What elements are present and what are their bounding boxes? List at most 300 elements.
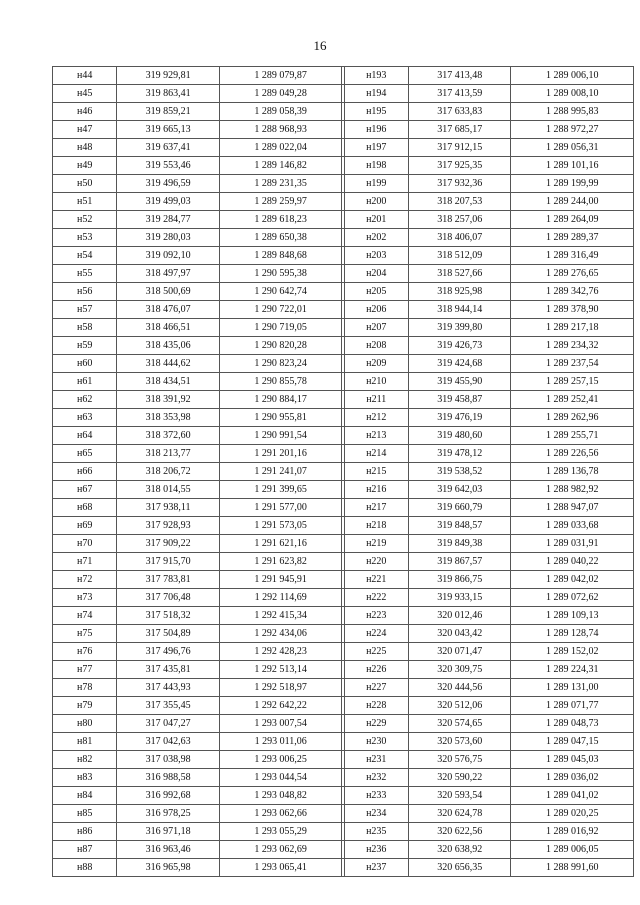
left-x-coordinate-cell: 319 092,10 [117,247,219,265]
table-row [53,589,634,607]
left-x-coordinate-cell: 319 280,03 [117,229,219,247]
table-row [53,769,634,787]
right-y-coordinate-cell: 1 288 982,92 [511,481,634,499]
right-x-coordinate-cell: 317 932,36 [408,175,510,193]
right-x-coordinate-cell: 318 257,06 [408,211,510,229]
left-y-coordinate-cell: 1 290 820,28 [219,337,342,355]
left-point-id-cell: н66 [53,463,117,481]
left-point-id-cell: н72 [53,571,117,589]
left-point-id-cell: н49 [53,157,117,175]
right-x-coordinate-cell: 319 848,57 [408,517,510,535]
right-point-id-cell: н214 [344,445,408,463]
left-x-coordinate-cell: 319 859,21 [117,103,219,121]
left-point-id-cell: н62 [53,391,117,409]
right-y-coordinate-cell: 1 289 040,22 [511,553,634,571]
left-y-coordinate-cell: 1 293 006,25 [219,751,342,769]
left-point-id-cell: н69 [53,517,117,535]
table-row [53,607,634,625]
right-x-coordinate-cell: 318 944,14 [408,301,510,319]
right-y-coordinate-cell: 1 289 072,62 [511,589,634,607]
left-x-coordinate-cell: 316 963,46 [117,841,219,859]
left-y-coordinate-cell: 1 290 855,78 [219,373,342,391]
table-row [53,247,634,265]
right-point-id-cell: н219 [344,535,408,553]
right-y-coordinate-cell: 1 289 042,02 [511,571,634,589]
right-point-id-cell: н193 [344,67,408,85]
left-point-id-cell: н54 [53,247,117,265]
left-x-coordinate-cell: 318 466,51 [117,319,219,337]
left-x-coordinate-cell: 319 637,41 [117,139,219,157]
right-y-coordinate-cell: 1 288 972,27 [511,121,634,139]
left-x-coordinate-cell: 317 909,22 [117,535,219,553]
right-y-coordinate-cell: 1 289 342,76 [511,283,634,301]
right-y-coordinate-cell: 1 289 071,77 [511,697,634,715]
right-x-coordinate-cell: 319 849,38 [408,535,510,553]
left-y-coordinate-cell: 1 289 848,68 [219,247,342,265]
left-point-id-cell: н50 [53,175,117,193]
table-row [53,229,634,247]
left-x-coordinate-cell: 318 476,07 [117,301,219,319]
table-row [53,805,634,823]
right-point-id-cell: н224 [344,625,408,643]
left-point-id-cell: н88 [53,859,117,877]
left-y-coordinate-cell: 1 289 231,35 [219,175,342,193]
right-x-coordinate-cell: 317 633,83 [408,103,510,121]
right-point-id-cell: н207 [344,319,408,337]
right-point-id-cell: н200 [344,193,408,211]
table-row [53,499,634,517]
right-y-coordinate-cell: 1 289 226,56 [511,445,634,463]
right-point-id-cell: н198 [344,157,408,175]
table-row [53,859,634,877]
right-point-id-cell: н218 [344,517,408,535]
left-y-coordinate-cell: 1 293 065,41 [219,859,342,877]
right-point-id-cell: н211 [344,391,408,409]
right-point-id-cell: н225 [344,643,408,661]
left-y-coordinate-cell: 1 290 884,17 [219,391,342,409]
table-row [53,193,634,211]
right-x-coordinate-cell: 317 413,48 [408,67,510,85]
right-y-coordinate-cell: 1 289 047,15 [511,733,634,751]
left-point-id-cell: н60 [53,355,117,373]
right-y-coordinate-cell: 1 288 947,07 [511,499,634,517]
left-y-coordinate-cell: 1 289 058,39 [219,103,342,121]
table-row [53,67,634,85]
right-point-id-cell: н201 [344,211,408,229]
left-point-id-cell: н53 [53,229,117,247]
table-row [53,157,634,175]
right-x-coordinate-cell: 320 593,54 [408,787,510,805]
left-point-id-cell: н70 [53,535,117,553]
table-row [53,85,634,103]
left-y-coordinate-cell: 1 291 399,65 [219,481,342,499]
right-y-coordinate-cell: 1 289 006,05 [511,841,634,859]
right-x-coordinate-cell: 318 512,09 [408,247,510,265]
table-row [53,337,634,355]
left-x-coordinate-cell: 318 014,55 [117,481,219,499]
left-y-coordinate-cell: 1 293 044,54 [219,769,342,787]
right-y-coordinate-cell: 1 289 199,99 [511,175,634,193]
page-number: 16 [313,38,327,53]
left-x-coordinate-cell: 316 965,98 [117,859,219,877]
right-y-coordinate-cell: 1 289 224,31 [511,661,634,679]
table-row [53,571,634,589]
left-x-coordinate-cell: 317 518,32 [117,607,219,625]
right-x-coordinate-cell: 319 866,75 [408,571,510,589]
right-x-coordinate-cell: 320 573,60 [408,733,510,751]
left-y-coordinate-cell: 1 293 062,69 [219,841,342,859]
left-point-id-cell: н51 [53,193,117,211]
right-point-id-cell: н236 [344,841,408,859]
table-row [53,481,634,499]
right-y-coordinate-cell: 1 289 008,10 [511,85,634,103]
left-point-id-cell: н75 [53,625,117,643]
left-y-coordinate-cell: 1 289 022,04 [219,139,342,157]
right-y-coordinate-cell: 1 289 257,15 [511,373,634,391]
left-x-coordinate-cell: 317 355,45 [117,697,219,715]
left-y-coordinate-cell: 1 291 621,16 [219,535,342,553]
left-point-id-cell: н57 [53,301,117,319]
right-point-id-cell: н208 [344,337,408,355]
left-point-id-cell: н55 [53,265,117,283]
right-x-coordinate-cell: 317 413,59 [408,85,510,103]
table-row [53,553,634,571]
left-x-coordinate-cell: 319 496,59 [117,175,219,193]
table-row [53,643,634,661]
table-row [53,733,634,751]
right-point-id-cell: н221 [344,571,408,589]
left-y-coordinate-cell: 1 289 049,28 [219,85,342,103]
right-point-id-cell: н203 [344,247,408,265]
table-row [53,751,634,769]
table-row [53,319,634,337]
right-point-id-cell: н196 [344,121,408,139]
left-y-coordinate-cell: 1 292 415,34 [219,607,342,625]
left-point-id-cell: н85 [53,805,117,823]
right-y-coordinate-cell: 1 289 109,13 [511,607,634,625]
right-point-id-cell: н230 [344,733,408,751]
right-y-coordinate-cell: 1 289 020,25 [511,805,634,823]
left-y-coordinate-cell: 1 290 595,38 [219,265,342,283]
left-point-id-cell: н83 [53,769,117,787]
left-y-coordinate-cell: 1 291 241,07 [219,463,342,481]
left-x-coordinate-cell: 318 372,60 [117,427,219,445]
right-y-coordinate-cell: 1 289 048,73 [511,715,634,733]
left-point-id-cell: н52 [53,211,117,229]
right-x-coordinate-cell: 320 512,06 [408,697,510,715]
right-x-coordinate-cell: 320 656,35 [408,859,510,877]
left-x-coordinate-cell: 318 435,06 [117,337,219,355]
table-row [53,535,634,553]
left-y-coordinate-cell: 1 289 079,87 [219,67,342,85]
right-x-coordinate-cell: 317 925,35 [408,157,510,175]
table-row [53,373,634,391]
right-x-coordinate-cell: 319 458,87 [408,391,510,409]
left-point-id-cell: н65 [53,445,117,463]
table-row [53,715,634,733]
table-row [53,697,634,715]
left-point-id-cell: н46 [53,103,117,121]
table-row [53,175,634,193]
right-y-coordinate-cell: 1 289 234,32 [511,337,634,355]
right-x-coordinate-cell: 317 685,17 [408,121,510,139]
left-x-coordinate-cell: 317 435,81 [117,661,219,679]
left-x-coordinate-cell: 319 499,03 [117,193,219,211]
left-x-coordinate-cell: 319 284,77 [117,211,219,229]
right-x-coordinate-cell: 319 455,90 [408,373,510,391]
left-y-coordinate-cell: 1 289 146,82 [219,157,342,175]
left-point-id-cell: н61 [53,373,117,391]
left-point-id-cell: н59 [53,337,117,355]
right-x-coordinate-cell: 320 012,46 [408,607,510,625]
table-row [53,121,634,139]
right-point-id-cell: н197 [344,139,408,157]
right-x-coordinate-cell: 319 476,19 [408,409,510,427]
table-row [53,265,634,283]
right-point-id-cell: н205 [344,283,408,301]
table-row [53,301,634,319]
right-x-coordinate-cell: 318 527,66 [408,265,510,283]
right-y-coordinate-cell: 1 289 289,37 [511,229,634,247]
table-row [53,679,634,697]
right-x-coordinate-cell: 320 590,22 [408,769,510,787]
right-x-coordinate-cell: 319 399,80 [408,319,510,337]
right-x-coordinate-cell: 318 207,53 [408,193,510,211]
left-point-id-cell: н45 [53,85,117,103]
table-row [53,427,634,445]
table-row [53,841,634,859]
right-x-coordinate-cell: 320 576,75 [408,751,510,769]
left-y-coordinate-cell: 1 292 518,97 [219,679,342,697]
left-y-coordinate-cell: 1 293 055,29 [219,823,342,841]
right-x-coordinate-cell: 319 426,73 [408,337,510,355]
left-y-coordinate-cell: 1 290 642,74 [219,283,342,301]
left-point-id-cell: н44 [53,67,117,85]
right-y-coordinate-cell: 1 289 276,65 [511,265,634,283]
right-x-coordinate-cell: 319 867,57 [408,553,510,571]
left-point-id-cell: н48 [53,139,117,157]
coordinates-table [52,66,634,877]
left-x-coordinate-cell: 317 504,89 [117,625,219,643]
right-y-coordinate-cell: 1 289 244,00 [511,193,634,211]
right-y-coordinate-cell: 1 289 036,02 [511,769,634,787]
right-x-coordinate-cell: 320 638,92 [408,841,510,859]
left-y-coordinate-cell: 1 291 573,05 [219,517,342,535]
left-y-coordinate-cell: 1 292 428,23 [219,643,342,661]
left-x-coordinate-cell: 317 038,98 [117,751,219,769]
left-x-coordinate-cell: 316 992,68 [117,787,219,805]
left-x-coordinate-cell: 318 391,92 [117,391,219,409]
left-point-id-cell: н82 [53,751,117,769]
right-point-id-cell: н223 [344,607,408,625]
left-x-coordinate-cell: 319 863,41 [117,85,219,103]
right-x-coordinate-cell: 320 309,75 [408,661,510,679]
right-point-id-cell: н234 [344,805,408,823]
left-x-coordinate-cell: 318 213,77 [117,445,219,463]
right-point-id-cell: н213 [344,427,408,445]
table-row [53,625,634,643]
right-y-coordinate-cell: 1 289 006,10 [511,67,634,85]
right-point-id-cell: н229 [344,715,408,733]
right-x-coordinate-cell: 319 933,15 [408,589,510,607]
left-y-coordinate-cell: 1 290 991,54 [219,427,342,445]
left-x-coordinate-cell: 318 434,51 [117,373,219,391]
left-x-coordinate-cell: 319 553,46 [117,157,219,175]
left-y-coordinate-cell: 1 293 048,82 [219,787,342,805]
left-x-coordinate-cell: 316 971,18 [117,823,219,841]
table-row [53,139,634,157]
left-x-coordinate-cell: 318 444,62 [117,355,219,373]
right-x-coordinate-cell: 319 660,79 [408,499,510,517]
left-y-coordinate-cell: 1 289 650,38 [219,229,342,247]
right-x-coordinate-cell: 317 912,15 [408,139,510,157]
left-y-coordinate-cell: 1 290 823,24 [219,355,342,373]
right-y-coordinate-cell: 1 289 128,74 [511,625,634,643]
right-x-coordinate-cell: 319 424,68 [408,355,510,373]
table-row [53,517,634,535]
right-x-coordinate-cell: 319 538,52 [408,463,510,481]
right-x-coordinate-cell: 320 622,56 [408,823,510,841]
right-point-id-cell: н237 [344,859,408,877]
table-row [53,409,634,427]
right-y-coordinate-cell: 1 289 031,91 [511,535,634,553]
left-point-id-cell: н58 [53,319,117,337]
left-y-coordinate-cell: 1 292 513,14 [219,661,342,679]
right-y-coordinate-cell: 1 289 237,54 [511,355,634,373]
left-point-id-cell: н68 [53,499,117,517]
right-point-id-cell: н222 [344,589,408,607]
left-point-id-cell: н86 [53,823,117,841]
left-point-id-cell: н67 [53,481,117,499]
right-y-coordinate-cell: 1 289 378,90 [511,301,634,319]
right-point-id-cell: н232 [344,769,408,787]
left-y-coordinate-cell: 1 291 577,00 [219,499,342,517]
right-y-coordinate-cell: 1 289 262,96 [511,409,634,427]
left-x-coordinate-cell: 319 665,13 [117,121,219,139]
left-point-id-cell: н80 [53,715,117,733]
right-point-id-cell: н206 [344,301,408,319]
table-row [53,661,634,679]
right-x-coordinate-cell: 320 071,47 [408,643,510,661]
right-y-coordinate-cell: 1 289 252,41 [511,391,634,409]
left-x-coordinate-cell: 317 915,70 [117,553,219,571]
right-point-id-cell: н217 [344,499,408,517]
right-y-coordinate-cell: 1 289 056,31 [511,139,634,157]
right-point-id-cell: н226 [344,661,408,679]
right-y-coordinate-cell: 1 289 033,68 [511,517,634,535]
left-x-coordinate-cell: 317 042,63 [117,733,219,751]
left-point-id-cell: н64 [53,427,117,445]
left-y-coordinate-cell: 1 289 618,23 [219,211,342,229]
left-x-coordinate-cell: 316 988,58 [117,769,219,787]
right-point-id-cell: н194 [344,85,408,103]
left-y-coordinate-cell: 1 292 114,69 [219,589,342,607]
right-point-id-cell: н216 [344,481,408,499]
left-y-coordinate-cell: 1 290 722,01 [219,301,342,319]
right-point-id-cell: н195 [344,103,408,121]
right-point-id-cell: н231 [344,751,408,769]
left-x-coordinate-cell: 318 353,98 [117,409,219,427]
right-point-id-cell: н209 [344,355,408,373]
left-point-id-cell: н73 [53,589,117,607]
left-y-coordinate-cell: 1 291 623,82 [219,553,342,571]
left-y-coordinate-cell: 1 291 201,16 [219,445,342,463]
right-x-coordinate-cell: 320 444,56 [408,679,510,697]
left-x-coordinate-cell: 317 496,76 [117,643,219,661]
left-y-coordinate-cell: 1 292 642,22 [219,697,342,715]
table-row [53,463,634,481]
left-y-coordinate-cell: 1 293 007,54 [219,715,342,733]
right-y-coordinate-cell: 1 289 136,78 [511,463,634,481]
left-x-coordinate-cell: 317 047,27 [117,715,219,733]
left-y-coordinate-cell: 1 293 011,06 [219,733,342,751]
left-y-coordinate-cell: 1 290 719,05 [219,319,342,337]
right-point-id-cell: н202 [344,229,408,247]
right-point-id-cell: н227 [344,679,408,697]
right-y-coordinate-cell: 1 289 152,02 [511,643,634,661]
right-point-id-cell: н212 [344,409,408,427]
right-y-coordinate-cell: 1 288 991,60 [511,859,634,877]
left-point-id-cell: н47 [53,121,117,139]
right-point-id-cell: н199 [344,175,408,193]
left-x-coordinate-cell: 317 938,11 [117,499,219,517]
right-x-coordinate-cell: 318 406,07 [408,229,510,247]
right-y-coordinate-cell: 1 289 255,71 [511,427,634,445]
right-point-id-cell: н220 [344,553,408,571]
right-y-coordinate-cell: 1 289 016,92 [511,823,634,841]
right-x-coordinate-cell: 319 642,03 [408,481,510,499]
left-y-coordinate-cell: 1 290 955,81 [219,409,342,427]
left-point-id-cell: н79 [53,697,117,715]
left-y-coordinate-cell: 1 288 968,93 [219,121,342,139]
right-x-coordinate-cell: 319 480,60 [408,427,510,445]
left-x-coordinate-cell: 317 443,93 [117,679,219,697]
left-x-coordinate-cell: 318 497,97 [117,265,219,283]
right-point-id-cell: н210 [344,373,408,391]
left-point-id-cell: н81 [53,733,117,751]
left-y-coordinate-cell: 1 291 945,91 [219,571,342,589]
left-x-coordinate-cell: 316 978,25 [117,805,219,823]
table-row [53,283,634,301]
left-point-id-cell: н87 [53,841,117,859]
right-point-id-cell: н215 [344,463,408,481]
table-row [53,211,634,229]
left-x-coordinate-cell: 319 929,81 [117,67,219,85]
right-y-coordinate-cell: 1 289 264,09 [511,211,634,229]
right-y-coordinate-cell: 1 289 131,00 [511,679,634,697]
table-row [53,823,634,841]
right-y-coordinate-cell: 1 289 041,02 [511,787,634,805]
right-y-coordinate-cell: 1 289 217,18 [511,319,634,337]
right-y-coordinate-cell: 1 289 316,49 [511,247,634,265]
right-point-id-cell: н204 [344,265,408,283]
right-y-coordinate-cell: 1 289 101,16 [511,157,634,175]
left-point-id-cell: н63 [53,409,117,427]
left-point-id-cell: н78 [53,679,117,697]
left-x-coordinate-cell: 318 206,72 [117,463,219,481]
left-y-coordinate-cell: 1 289 259,97 [219,193,342,211]
table-row [53,445,634,463]
table-row [53,787,634,805]
right-point-id-cell: н228 [344,697,408,715]
table-row [53,355,634,373]
table-row [53,391,634,409]
right-point-id-cell: н235 [344,823,408,841]
left-y-coordinate-cell: 1 293 062,66 [219,805,342,823]
left-point-id-cell: н76 [53,643,117,661]
left-x-coordinate-cell: 318 500,69 [117,283,219,301]
right-x-coordinate-cell: 320 624,78 [408,805,510,823]
